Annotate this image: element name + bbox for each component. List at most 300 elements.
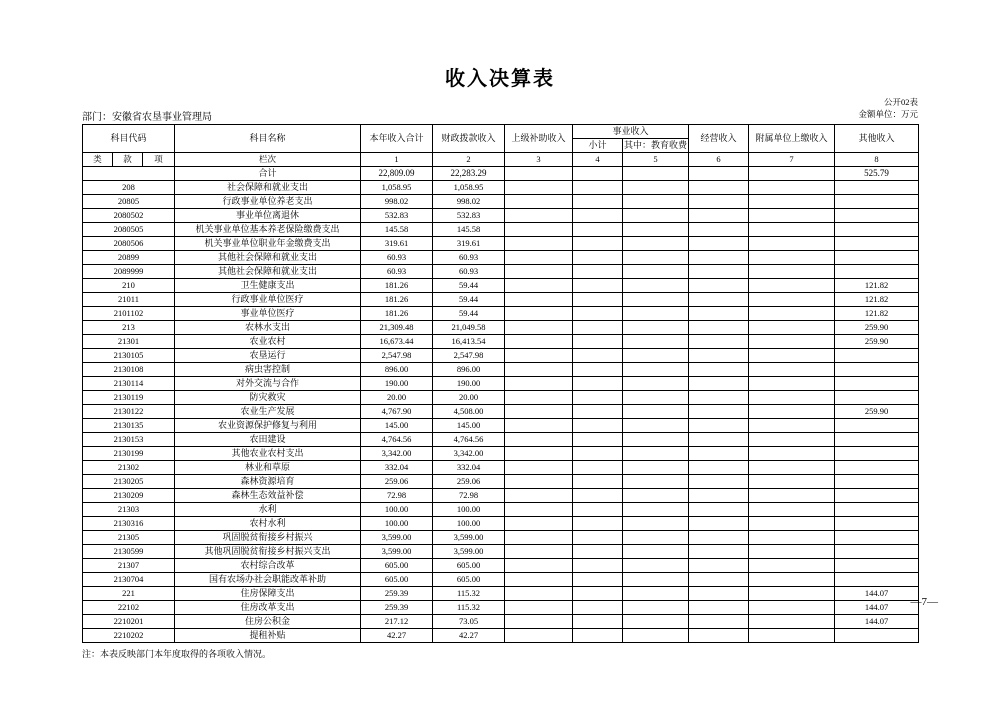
row-code: 213 — [83, 321, 175, 335]
row-affiliated-income — [749, 517, 835, 531]
row-other-income — [835, 363, 919, 377]
row-fiscal-appropriation: 3,599.00 — [433, 531, 505, 545]
row-other-income: 259.90 — [835, 321, 919, 335]
row-code: 2130316 — [83, 517, 175, 531]
row-other-income — [835, 545, 919, 559]
row-name: 其他社会保障和就业支出 — [175, 265, 361, 279]
row-total-income: 3,342.00 — [361, 447, 433, 461]
row-other-income: 144.07 — [835, 615, 919, 629]
row-superior-subsidy — [505, 195, 573, 209]
row-fiscal-appropriation: 115.32 — [433, 601, 505, 615]
row-other-income — [835, 503, 919, 517]
row-business-edu — [623, 517, 689, 531]
row-total-income: 100.00 — [361, 503, 433, 517]
row-business-subtotal — [573, 265, 623, 279]
header-affiliated-income: 附属单位上缴收入 — [749, 125, 835, 153]
table-row — [83, 181, 919, 195]
row-other-income — [835, 517, 919, 531]
total-c4 — [573, 167, 623, 181]
row-affiliated-income — [749, 363, 835, 377]
row-code: 2130209 — [83, 489, 175, 503]
row-fiscal-appropriation: 100.00 — [433, 503, 505, 517]
row-code: 21303 — [83, 503, 175, 517]
row-business-subtotal — [573, 363, 623, 377]
row-superior-subsidy — [505, 447, 573, 461]
row-name: 其他巩固脱贫衔接乡村振兴支出 — [175, 545, 361, 559]
row-total-income: 2,547.98 — [361, 349, 433, 363]
row-fiscal-appropriation: 115.32 — [433, 587, 505, 601]
row-business-subtotal — [573, 433, 623, 447]
row-affiliated-income — [749, 335, 835, 349]
row-total-income: 4,767.90 — [361, 405, 433, 419]
row-fiscal-appropriation: 59.44 — [433, 279, 505, 293]
row-superior-subsidy — [505, 433, 573, 447]
row-fiscal-appropriation: 3,599.00 — [433, 545, 505, 559]
row-business-edu — [623, 363, 689, 377]
row-business-subtotal — [573, 615, 623, 629]
table-row — [83, 531, 919, 545]
row-other-income — [835, 475, 919, 489]
row-code: 2130119 — [83, 391, 175, 405]
row-code: 21011 — [83, 293, 175, 307]
total-c3 — [505, 167, 573, 181]
row-affiliated-income — [749, 209, 835, 223]
table-row — [83, 237, 919, 251]
row-total-income: 259.39 — [361, 601, 433, 615]
row-business-subtotal — [573, 531, 623, 545]
row-other-income — [835, 419, 919, 433]
row-other-income — [835, 181, 919, 195]
total-c6 — [689, 167, 749, 181]
row-business-subtotal — [573, 279, 623, 293]
row-total-income: 60.93 — [361, 265, 433, 279]
row-affiliated-income — [749, 629, 835, 643]
form-code: 公开02表 — [883, 97, 918, 107]
row-other-income: 259.90 — [835, 405, 919, 419]
row-business-subtotal — [573, 447, 623, 461]
row-operating-income — [689, 363, 749, 377]
row-code: 221 — [83, 587, 175, 601]
row-business-subtotal — [573, 377, 623, 391]
table-row — [83, 545, 919, 559]
row-fiscal-appropriation: 60.93 — [433, 251, 505, 265]
row-other-income — [835, 433, 919, 447]
row-total-income: 145.58 — [361, 223, 433, 237]
row-superior-subsidy — [505, 181, 573, 195]
row-business-subtotal — [573, 475, 623, 489]
table-row — [83, 573, 919, 587]
header-business-income: 事业收入 — [573, 125, 689, 139]
row-business-edu — [623, 433, 689, 447]
table-row — [83, 293, 919, 307]
row-business-subtotal — [573, 335, 623, 349]
row-business-edu — [623, 279, 689, 293]
row-name: 森林生态效益补偿 — [175, 489, 361, 503]
table-row — [83, 447, 919, 461]
row-code: 21305 — [83, 531, 175, 545]
col-number-3: 3 — [505, 153, 573, 167]
row-business-edu — [623, 195, 689, 209]
row-code: 2130599 — [83, 545, 175, 559]
row-business-edu — [623, 251, 689, 265]
row-other-income — [835, 573, 919, 587]
row-business-subtotal — [573, 461, 623, 475]
row-superior-subsidy — [505, 349, 573, 363]
row-operating-income — [689, 335, 749, 349]
row-total-income: 896.00 — [361, 363, 433, 377]
row-code: 2210201 — [83, 615, 175, 629]
row-other-income — [835, 489, 919, 503]
table-row — [83, 195, 919, 209]
row-name: 森林资源培育 — [175, 475, 361, 489]
row-business-subtotal — [573, 195, 623, 209]
row-code: 2130135 — [83, 419, 175, 433]
table-row — [83, 503, 919, 517]
row-business-subtotal — [573, 293, 623, 307]
row-other-income: 144.07 — [835, 587, 919, 601]
row-affiliated-income — [749, 573, 835, 587]
row-superior-subsidy — [505, 293, 573, 307]
row-other-income — [835, 237, 919, 251]
row-operating-income — [689, 587, 749, 601]
row-superior-subsidy — [505, 405, 573, 419]
row-other-income — [835, 377, 919, 391]
row-superior-subsidy — [505, 307, 573, 321]
table-body — [83, 167, 919, 643]
row-total-income: 4,764.56 — [361, 433, 433, 447]
row-superior-subsidy — [505, 363, 573, 377]
total-label: 合计 — [175, 167, 361, 181]
row-operating-income — [689, 531, 749, 545]
row-business-edu — [623, 405, 689, 419]
row-business-subtotal — [573, 419, 623, 433]
row-business-subtotal — [573, 629, 623, 643]
row-business-edu — [623, 629, 689, 643]
row-other-income: 144.07 — [835, 601, 919, 615]
row-superior-subsidy — [505, 223, 573, 237]
row-fiscal-appropriation: 4,764.56 — [433, 433, 505, 447]
table-row-total — [83, 167, 919, 181]
table-row — [83, 615, 919, 629]
row-affiliated-income — [749, 419, 835, 433]
row-operating-income — [689, 237, 749, 251]
row-operating-income — [689, 181, 749, 195]
row-code: 2130205 — [83, 475, 175, 489]
table-row — [83, 223, 919, 237]
row-operating-income — [689, 391, 749, 405]
header-superior-subsidy: 上级补助收入 — [505, 125, 573, 153]
row-total-income: 532.83 — [361, 209, 433, 223]
row-superior-subsidy — [505, 251, 573, 265]
total-c1: 22,809.09 — [361, 167, 433, 181]
row-business-edu — [623, 559, 689, 573]
row-fiscal-appropriation: 259.06 — [433, 475, 505, 489]
row-business-edu — [623, 209, 689, 223]
row-code: 2130199 — [83, 447, 175, 461]
col-number-6: 6 — [689, 153, 749, 167]
row-name: 农林水支出 — [175, 321, 361, 335]
row-total-income: 259.39 — [361, 587, 433, 601]
row-business-subtotal — [573, 181, 623, 195]
row-superior-subsidy — [505, 545, 573, 559]
row-fiscal-appropriation: 42.27 — [433, 629, 505, 643]
row-total-income: 181.26 — [361, 307, 433, 321]
row-business-edu — [623, 601, 689, 615]
row-other-income — [835, 629, 919, 643]
row-business-subtotal — [573, 405, 623, 419]
row-business-subtotal — [573, 223, 623, 237]
form-meta — [858, 96, 918, 121]
row-operating-income — [689, 265, 749, 279]
row-business-subtotal — [573, 237, 623, 251]
row-other-income — [835, 461, 919, 475]
row-code: 2130704 — [83, 573, 175, 587]
row-code: 2089999 — [83, 265, 175, 279]
header-operating-income: 经营收入 — [689, 125, 749, 153]
row-code: 2080505 — [83, 223, 175, 237]
row-code: 21302 — [83, 461, 175, 475]
col-number-2: 2 — [433, 153, 505, 167]
table-row — [83, 391, 919, 405]
row-name: 农村水利 — [175, 517, 361, 531]
row-business-subtotal — [573, 489, 623, 503]
row-name: 行政事业单位医疗 — [175, 293, 361, 307]
row-affiliated-income — [749, 223, 835, 237]
row-code: 2130122 — [83, 405, 175, 419]
row-code: 21307 — [83, 559, 175, 573]
row-code: 2080506 — [83, 237, 175, 251]
row-other-income — [835, 447, 919, 461]
row-code: 2101102 — [83, 307, 175, 321]
row-name: 行政事业单位养老支出 — [175, 195, 361, 209]
col-number-1: 1 — [361, 153, 433, 167]
header-code-group: 科目代码 — [83, 125, 175, 153]
row-affiliated-income — [749, 195, 835, 209]
row-superior-subsidy — [505, 461, 573, 475]
col-number-5: 5 — [623, 153, 689, 167]
row-total-income: 60.93 — [361, 251, 433, 265]
table-row — [83, 349, 919, 363]
row-business-edu — [623, 475, 689, 489]
row-name: 住房公积金 — [175, 615, 361, 629]
row-operating-income — [689, 419, 749, 433]
row-business-edu — [623, 307, 689, 321]
row-superior-subsidy — [505, 237, 573, 251]
row-affiliated-income — [749, 601, 835, 615]
row-code: 22102 — [83, 601, 175, 615]
table-row — [83, 307, 919, 321]
header-class: 类 — [83, 153, 113, 167]
page-title: 收入决算表 — [445, 68, 555, 90]
row-business-subtotal — [573, 601, 623, 615]
row-fiscal-appropriation: 319.61 — [433, 237, 505, 251]
row-code: 2130153 — [83, 433, 175, 447]
row-superior-subsidy — [505, 419, 573, 433]
row-fiscal-appropriation: 145.58 — [433, 223, 505, 237]
table-row — [83, 517, 919, 531]
row-superior-subsidy — [505, 265, 573, 279]
header-business-subtotal: 小计 — [573, 139, 623, 153]
row-fiscal-appropriation: 59.44 — [433, 307, 505, 321]
row-name: 提租补贴 — [175, 629, 361, 643]
row-business-edu — [623, 573, 689, 587]
header-item: 项 — [143, 153, 175, 167]
row-fiscal-appropriation: 1,058.95 — [433, 181, 505, 195]
row-operating-income — [689, 349, 749, 363]
row-code: 208 — [83, 181, 175, 195]
row-superior-subsidy — [505, 615, 573, 629]
row-fiscal-appropriation: 532.83 — [433, 209, 505, 223]
row-superior-subsidy — [505, 279, 573, 293]
row-operating-income — [689, 615, 749, 629]
row-total-income: 16,673.44 — [361, 335, 433, 349]
row-affiliated-income — [749, 615, 835, 629]
row-fiscal-appropriation: 998.02 — [433, 195, 505, 209]
row-name: 农业农村 — [175, 335, 361, 349]
table-row — [83, 265, 919, 279]
row-business-subtotal — [573, 517, 623, 531]
row-operating-income — [689, 559, 749, 573]
row-total-income: 20.00 — [361, 391, 433, 405]
row-business-edu — [623, 391, 689, 405]
row-superior-subsidy — [505, 503, 573, 517]
row-total-income: 1,058.95 — [361, 181, 433, 195]
row-fiscal-appropriation: 100.00 — [433, 517, 505, 531]
table-row — [83, 461, 919, 475]
row-business-subtotal — [573, 503, 623, 517]
row-superior-subsidy — [505, 321, 573, 335]
row-operating-income — [689, 279, 749, 293]
row-superior-subsidy — [505, 209, 573, 223]
row-name: 农业资源保护修复与利用 — [175, 419, 361, 433]
row-affiliated-income — [749, 475, 835, 489]
table-row — [83, 335, 919, 349]
row-name: 农业生产发展 — [175, 405, 361, 419]
row-business-edu — [623, 461, 689, 475]
row-affiliated-income — [749, 307, 835, 321]
row-fiscal-appropriation: 72.98 — [433, 489, 505, 503]
total-c2: 22,283.29 — [433, 167, 505, 181]
row-name: 机关事业单位基本养老保险缴费支出 — [175, 223, 361, 237]
row-affiliated-income — [749, 181, 835, 195]
table-row — [83, 363, 919, 377]
row-operating-income — [689, 447, 749, 461]
row-operating-income — [689, 489, 749, 503]
row-affiliated-income — [749, 545, 835, 559]
row-name: 防灾救灾 — [175, 391, 361, 405]
row-fiscal-appropriation: 332.04 — [433, 461, 505, 475]
department-line: 部门：安徽省农垦事业管理局 — [82, 112, 212, 123]
row-affiliated-income — [749, 279, 835, 293]
row-operating-income — [689, 461, 749, 475]
row-operating-income — [689, 545, 749, 559]
row-operating-income — [689, 293, 749, 307]
row-other-income: 121.82 — [835, 293, 919, 307]
amount-unit: 金额单位：万元 — [858, 109, 918, 120]
row-name: 住房保障支出 — [175, 587, 361, 601]
row-fiscal-appropriation: 2,547.98 — [433, 349, 505, 363]
row-other-income: 121.82 — [835, 307, 919, 321]
row-operating-income — [689, 517, 749, 531]
row-operating-income — [689, 209, 749, 223]
row-other-income — [835, 251, 919, 265]
table-row — [83, 629, 919, 643]
row-total-income: 100.00 — [361, 517, 433, 531]
row-total-income: 259.06 — [361, 475, 433, 489]
row-code: 2130105 — [83, 349, 175, 363]
row-other-income — [835, 531, 919, 545]
row-business-edu — [623, 335, 689, 349]
total-c8: 525.79 — [835, 167, 919, 181]
row-total-income: 181.26 — [361, 279, 433, 293]
row-name: 巩固脱贫衔接乡村振兴 — [175, 531, 361, 545]
row-other-income — [835, 195, 919, 209]
row-total-income: 332.04 — [361, 461, 433, 475]
header-section: 款 — [113, 153, 143, 167]
row-business-edu — [623, 237, 689, 251]
row-business-edu — [623, 181, 689, 195]
row-business-edu — [623, 615, 689, 629]
header-other-income: 其他收入 — [835, 125, 919, 153]
row-business-subtotal — [573, 391, 623, 405]
row-name: 林业和草原 — [175, 461, 361, 475]
row-affiliated-income — [749, 447, 835, 461]
row-total-income: 319.61 — [361, 237, 433, 251]
row-operating-income — [689, 223, 749, 237]
table-row — [83, 377, 919, 391]
row-operating-income — [689, 321, 749, 335]
row-affiliated-income — [749, 251, 835, 265]
row-affiliated-income — [749, 559, 835, 573]
row-code: 210 — [83, 279, 175, 293]
row-code: 2130114 — [83, 377, 175, 391]
row-fiscal-appropriation: 16,413.54 — [433, 335, 505, 349]
row-fiscal-appropriation: 605.00 — [433, 559, 505, 573]
row-name: 农田建设 — [175, 433, 361, 447]
row-business-edu — [623, 321, 689, 335]
row-business-edu — [623, 531, 689, 545]
row-business-edu — [623, 587, 689, 601]
table-row — [83, 433, 919, 447]
row-name: 事业单位医疗 — [175, 307, 361, 321]
row-name: 对外交流与合作 — [175, 377, 361, 391]
row-business-edu — [623, 223, 689, 237]
total-c5 — [623, 167, 689, 181]
row-fiscal-appropriation: 3,342.00 — [433, 447, 505, 461]
row-operating-income — [689, 377, 749, 391]
row-fiscal-appropriation: 73.05 — [433, 615, 505, 629]
row-affiliated-income — [749, 461, 835, 475]
row-total-income: 217.12 — [361, 615, 433, 629]
table-row — [83, 587, 919, 601]
row-business-subtotal — [573, 545, 623, 559]
row-name: 机关事业单位职业年金缴费支出 — [175, 237, 361, 251]
row-superior-subsidy — [505, 391, 573, 405]
row-superior-subsidy — [505, 573, 573, 587]
row-name: 农垦运行 — [175, 349, 361, 363]
row-fiscal-appropriation: 605.00 — [433, 573, 505, 587]
row-code: 2080502 — [83, 209, 175, 223]
row-business-edu — [623, 447, 689, 461]
row-operating-income — [689, 195, 749, 209]
col-number-8: 8 — [835, 153, 919, 167]
row-other-income — [835, 265, 919, 279]
col-number-7: 7 — [749, 153, 835, 167]
row-operating-income — [689, 251, 749, 265]
row-affiliated-income — [749, 377, 835, 391]
row-other-income: 259.90 — [835, 335, 919, 349]
header-total-income: 本年收入合计 — [361, 125, 433, 153]
